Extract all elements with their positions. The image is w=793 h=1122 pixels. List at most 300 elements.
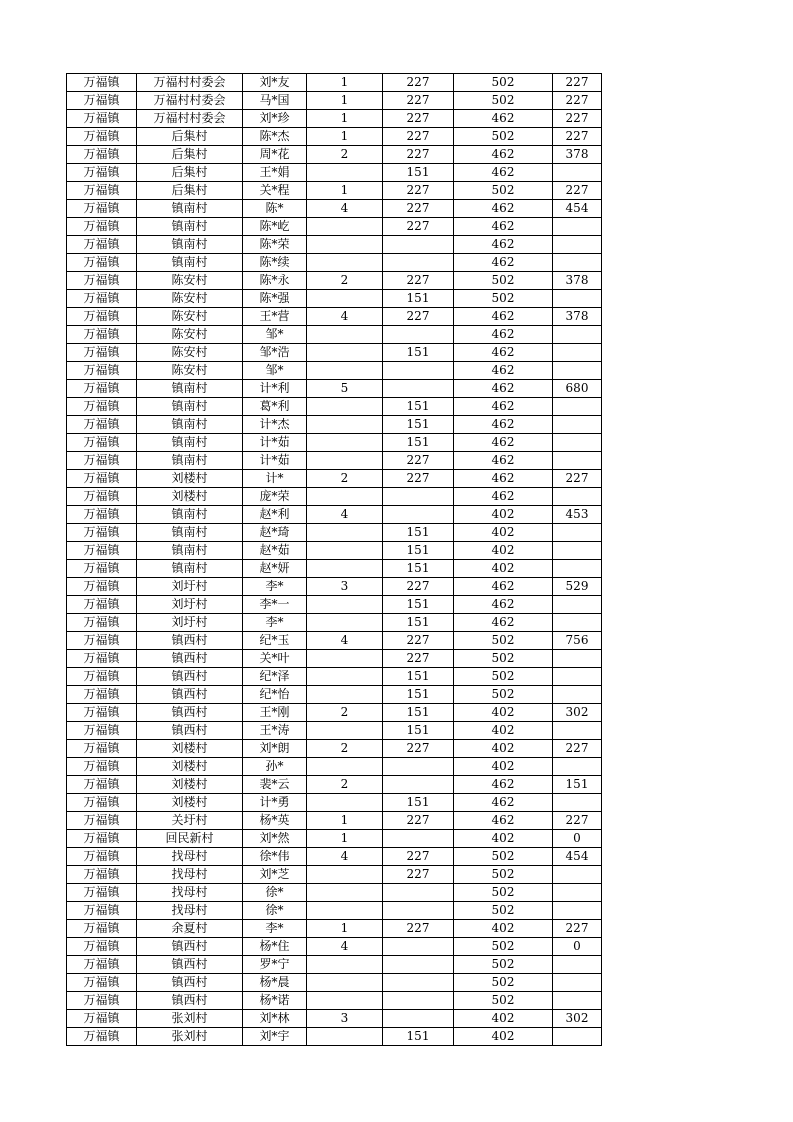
amount-a-cell [383, 326, 454, 344]
town-cell: 万福镇 [67, 812, 137, 830]
household-count-cell [307, 524, 383, 542]
total-cell [553, 236, 602, 254]
amount-b-cell: 462 [454, 236, 553, 254]
amount-b-cell: 462 [454, 164, 553, 182]
amount-b-cell: 462 [454, 326, 553, 344]
town-cell: 万福镇 [67, 380, 137, 398]
village-cell: 镇南村 [137, 236, 243, 254]
amount-b-cell: 402 [454, 542, 553, 560]
table-row [67, 902, 602, 920]
town-cell: 万福镇 [67, 974, 137, 992]
name-cell: 陈*屹 [243, 218, 307, 236]
total-cell: 227 [553, 110, 602, 128]
town-cell: 万福镇 [67, 290, 137, 308]
total-cell: 227 [553, 470, 602, 488]
household-count-cell [307, 722, 383, 740]
household-count-cell [307, 164, 383, 182]
total-cell [553, 794, 602, 812]
amount-b-cell: 502 [454, 686, 553, 704]
household-count-cell: 1 [307, 812, 383, 830]
total-cell [553, 992, 602, 1010]
amount-b-cell: 502 [454, 938, 553, 956]
town-cell: 万福镇 [67, 218, 137, 236]
total-cell [553, 866, 602, 884]
amount-b-cell: 462 [454, 434, 553, 452]
amount-b-cell: 462 [454, 398, 553, 416]
total-cell: 454 [553, 200, 602, 218]
name-cell: 王*娟 [243, 164, 307, 182]
name-cell: 陈*永 [243, 272, 307, 290]
village-cell: 镇南村 [137, 452, 243, 470]
amount-b-cell: 502 [454, 650, 553, 668]
town-cell: 万福镇 [67, 254, 137, 272]
amount-a-cell: 151 [383, 416, 454, 434]
table-row [67, 164, 602, 182]
household-count-cell [307, 902, 383, 920]
name-cell: 李* [243, 578, 307, 596]
town-cell: 万福镇 [67, 848, 137, 866]
household-count-cell [307, 542, 383, 560]
name-cell: 孙* [243, 758, 307, 776]
total-cell: 756 [553, 632, 602, 650]
table-row [67, 758, 602, 776]
amount-b-cell: 402 [454, 758, 553, 776]
town-cell: 万福镇 [67, 452, 137, 470]
town-cell: 万福镇 [67, 182, 137, 200]
table-row [67, 1028, 602, 1046]
table-row [67, 866, 602, 884]
town-cell: 万福镇 [67, 128, 137, 146]
amount-a-cell: 151 [383, 722, 454, 740]
total-cell [553, 434, 602, 452]
total-cell: 302 [553, 1010, 602, 1028]
total-cell [553, 326, 602, 344]
total-cell [553, 614, 602, 632]
table-row [67, 614, 602, 632]
name-cell: 陈*荣 [243, 236, 307, 254]
village-cell: 刘楼村 [137, 794, 243, 812]
household-count-cell: 1 [307, 182, 383, 200]
table-row [67, 452, 602, 470]
amount-b-cell: 502 [454, 884, 553, 902]
amount-a-cell: 227 [383, 92, 454, 110]
total-cell: 378 [553, 308, 602, 326]
household-count-cell [307, 254, 383, 272]
amount-a-cell: 227 [383, 182, 454, 200]
table-row [67, 236, 602, 254]
table-row [67, 740, 602, 758]
amount-b-cell: 462 [454, 614, 553, 632]
amount-a-cell: 151 [383, 686, 454, 704]
name-cell: 李*一 [243, 596, 307, 614]
amount-a-cell: 227 [383, 452, 454, 470]
table-row [67, 254, 602, 272]
village-cell: 镇西村 [137, 938, 243, 956]
town-cell: 万福镇 [67, 362, 137, 380]
amount-a-cell [383, 1010, 454, 1028]
table-row [67, 218, 602, 236]
spreadsheet-page [66, 73, 602, 1046]
total-cell: 227 [553, 740, 602, 758]
total-cell [553, 668, 602, 686]
household-count-cell: 1 [307, 128, 383, 146]
amount-a-cell: 227 [383, 740, 454, 758]
household-count-cell [307, 794, 383, 812]
village-cell: 镇南村 [137, 254, 243, 272]
total-cell [553, 254, 602, 272]
amount-a-cell: 227 [383, 848, 454, 866]
household-count-cell [307, 398, 383, 416]
amount-a-cell: 227 [383, 200, 454, 218]
amount-a-cell [383, 776, 454, 794]
name-cell: 计*茹 [243, 452, 307, 470]
village-cell: 后集村 [137, 146, 243, 164]
town-cell: 万福镇 [67, 956, 137, 974]
total-cell [553, 650, 602, 668]
amount-b-cell: 502 [454, 632, 553, 650]
town-cell: 万福镇 [67, 884, 137, 902]
village-cell: 镇西村 [137, 974, 243, 992]
household-count-cell: 2 [307, 776, 383, 794]
household-count-cell: 2 [307, 470, 383, 488]
total-cell [553, 452, 602, 470]
name-cell: 徐* [243, 884, 307, 902]
amount-b-cell: 462 [454, 380, 553, 398]
total-cell: 378 [553, 272, 602, 290]
village-cell: 陈安村 [137, 272, 243, 290]
name-cell: 刘*芝 [243, 866, 307, 884]
amount-b-cell: 402 [454, 524, 553, 542]
household-count-cell [307, 1028, 383, 1046]
amount-a-cell: 151 [383, 542, 454, 560]
amount-b-cell: 462 [454, 470, 553, 488]
total-cell: 453 [553, 506, 602, 524]
table-row [67, 686, 602, 704]
amount-b-cell: 462 [454, 596, 553, 614]
total-cell: 378 [553, 146, 602, 164]
amount-a-cell: 151 [383, 794, 454, 812]
household-count-cell: 2 [307, 272, 383, 290]
name-cell: 刘*友 [243, 74, 307, 92]
table-row [67, 722, 602, 740]
amount-b-cell: 462 [454, 776, 553, 794]
household-count-cell [307, 416, 383, 434]
table-row [67, 362, 602, 380]
total-cell [553, 956, 602, 974]
village-cell: 刘圩村 [137, 578, 243, 596]
town-cell: 万福镇 [67, 632, 137, 650]
household-count-cell: 2 [307, 146, 383, 164]
household-count-cell: 3 [307, 578, 383, 596]
amount-a-cell: 227 [383, 578, 454, 596]
amount-b-cell: 502 [454, 956, 553, 974]
town-cell: 万福镇 [67, 200, 137, 218]
household-count-cell [307, 992, 383, 1010]
village-cell: 刘楼村 [137, 758, 243, 776]
amount-a-cell [383, 992, 454, 1010]
village-cell: 镇南村 [137, 218, 243, 236]
name-cell: 纪*玉 [243, 632, 307, 650]
village-cell: 镇南村 [137, 380, 243, 398]
amount-a-cell: 151 [383, 398, 454, 416]
total-cell: 227 [553, 128, 602, 146]
table-row [67, 74, 602, 92]
total-cell: 227 [553, 812, 602, 830]
village-cell: 找母村 [137, 884, 243, 902]
amount-b-cell: 502 [454, 668, 553, 686]
name-cell: 李* [243, 614, 307, 632]
name-cell: 陈*杰 [243, 128, 307, 146]
amount-a-cell: 227 [383, 146, 454, 164]
household-count-cell: 1 [307, 110, 383, 128]
table-row [67, 920, 602, 938]
household-count-cell [307, 956, 383, 974]
village-cell: 镇西村 [137, 704, 243, 722]
town-cell: 万福镇 [67, 272, 137, 290]
town-cell: 万福镇 [67, 236, 137, 254]
amount-a-cell: 227 [383, 128, 454, 146]
table-row [67, 416, 602, 434]
town-cell: 万福镇 [67, 488, 137, 506]
household-count-cell: 1 [307, 74, 383, 92]
total-cell [553, 344, 602, 362]
table-row [67, 272, 602, 290]
amount-a-cell [383, 956, 454, 974]
name-cell: 计*勇 [243, 794, 307, 812]
village-cell: 刘圩村 [137, 614, 243, 632]
table-row [67, 506, 602, 524]
village-cell: 找母村 [137, 902, 243, 920]
amount-b-cell: 402 [454, 506, 553, 524]
household-count-cell [307, 362, 383, 380]
amount-b-cell: 502 [454, 272, 553, 290]
village-cell: 镇南村 [137, 434, 243, 452]
table-row [67, 830, 602, 848]
amount-a-cell: 151 [383, 434, 454, 452]
amount-a-cell: 227 [383, 866, 454, 884]
household-count-cell: 1 [307, 920, 383, 938]
town-cell: 万福镇 [67, 416, 137, 434]
town-cell: 万福镇 [67, 146, 137, 164]
town-cell: 万福镇 [67, 686, 137, 704]
name-cell: 徐* [243, 902, 307, 920]
name-cell: 刘*珍 [243, 110, 307, 128]
table-row [67, 596, 602, 614]
name-cell: 杨*晨 [243, 974, 307, 992]
household-count-cell: 2 [307, 740, 383, 758]
table-row [67, 992, 602, 1010]
amount-a-cell [383, 758, 454, 776]
total-cell [553, 542, 602, 560]
town-cell: 万福镇 [67, 344, 137, 362]
household-count-cell: 1 [307, 830, 383, 848]
village-cell: 镇西村 [137, 632, 243, 650]
household-count-cell [307, 668, 383, 686]
amount-a-cell: 227 [383, 470, 454, 488]
amount-b-cell: 502 [454, 866, 553, 884]
village-cell: 镇西村 [137, 686, 243, 704]
total-cell [553, 218, 602, 236]
village-cell: 镇南村 [137, 524, 243, 542]
data-table [66, 73, 602, 1046]
village-cell: 余夏村 [137, 920, 243, 938]
household-count-cell: 4 [307, 938, 383, 956]
village-cell: 镇南村 [137, 542, 243, 560]
town-cell: 万福镇 [67, 560, 137, 578]
amount-b-cell: 462 [454, 200, 553, 218]
town-cell: 万福镇 [67, 326, 137, 344]
name-cell: 葛*利 [243, 398, 307, 416]
amount-b-cell: 502 [454, 128, 553, 146]
name-cell: 赵*妍 [243, 560, 307, 578]
village-cell: 找母村 [137, 866, 243, 884]
household-count-cell [307, 452, 383, 470]
table-row [67, 146, 602, 164]
amount-a-cell: 227 [383, 632, 454, 650]
amount-a-cell [383, 488, 454, 506]
town-cell: 万福镇 [67, 938, 137, 956]
village-cell: 镇南村 [137, 416, 243, 434]
amount-a-cell: 151 [383, 704, 454, 722]
table-row [67, 326, 602, 344]
amount-a-cell [383, 830, 454, 848]
name-cell: 计*茹 [243, 434, 307, 452]
table-row [67, 470, 602, 488]
name-cell: 周*花 [243, 146, 307, 164]
table-row [67, 794, 602, 812]
village-cell: 镇南村 [137, 398, 243, 416]
amount-b-cell: 462 [454, 452, 553, 470]
name-cell: 赵*茹 [243, 542, 307, 560]
town-cell: 万福镇 [67, 740, 137, 758]
town-cell: 万福镇 [67, 776, 137, 794]
amount-a-cell [383, 974, 454, 992]
village-cell: 镇南村 [137, 506, 243, 524]
town-cell: 万福镇 [67, 668, 137, 686]
town-cell: 万福镇 [67, 902, 137, 920]
village-cell: 陈安村 [137, 308, 243, 326]
household-count-cell [307, 236, 383, 254]
name-cell: 陈*续 [243, 254, 307, 272]
total-cell [553, 902, 602, 920]
amount-a-cell [383, 938, 454, 956]
name-cell: 赵*琦 [243, 524, 307, 542]
village-cell: 陈安村 [137, 344, 243, 362]
total-cell [553, 686, 602, 704]
name-cell: 邹*浩 [243, 344, 307, 362]
household-count-cell [307, 596, 383, 614]
table-row [67, 632, 602, 650]
amount-b-cell: 462 [454, 146, 553, 164]
table-row [67, 110, 602, 128]
name-cell: 邹* [243, 326, 307, 344]
household-count-cell [307, 434, 383, 452]
amount-a-cell [383, 380, 454, 398]
amount-b-cell: 402 [454, 704, 553, 722]
amount-a-cell [383, 884, 454, 902]
village-cell: 后集村 [137, 164, 243, 182]
town-cell: 万福镇 [67, 308, 137, 326]
town-cell: 万福镇 [67, 524, 137, 542]
table-row [67, 542, 602, 560]
village-cell: 后集村 [137, 182, 243, 200]
amount-b-cell: 462 [454, 254, 553, 272]
total-cell: 302 [553, 704, 602, 722]
amount-b-cell: 402 [454, 560, 553, 578]
household-count-cell: 5 [307, 380, 383, 398]
name-cell: 庞*荣 [243, 488, 307, 506]
amount-b-cell: 502 [454, 92, 553, 110]
table-row [67, 434, 602, 452]
total-cell: 227 [553, 182, 602, 200]
total-cell [553, 362, 602, 380]
amount-b-cell: 462 [454, 416, 553, 434]
town-cell: 万福镇 [67, 506, 137, 524]
town-cell: 万福镇 [67, 794, 137, 812]
village-cell: 找母村 [137, 848, 243, 866]
town-cell: 万福镇 [67, 74, 137, 92]
village-cell: 刘楼村 [137, 776, 243, 794]
town-cell: 万福镇 [67, 650, 137, 668]
total-cell [553, 722, 602, 740]
household-count-cell [307, 218, 383, 236]
name-cell: 杨*英 [243, 812, 307, 830]
amount-b-cell: 462 [454, 344, 553, 362]
amount-b-cell: 402 [454, 722, 553, 740]
amount-b-cell: 402 [454, 830, 553, 848]
town-cell: 万福镇 [67, 578, 137, 596]
name-cell: 王*营 [243, 308, 307, 326]
name-cell: 杨*诺 [243, 992, 307, 1010]
table-row [67, 956, 602, 974]
amount-a-cell: 151 [383, 164, 454, 182]
amount-a-cell [383, 902, 454, 920]
table-row [67, 848, 602, 866]
village-cell: 陈安村 [137, 362, 243, 380]
amount-a-cell: 151 [383, 524, 454, 542]
household-count-cell: 4 [307, 848, 383, 866]
village-cell: 关圩村 [137, 812, 243, 830]
village-cell: 镇西村 [137, 668, 243, 686]
household-count-cell [307, 560, 383, 578]
total-cell [553, 884, 602, 902]
table-row [67, 578, 602, 596]
village-cell: 陈安村 [137, 326, 243, 344]
town-cell: 万福镇 [67, 920, 137, 938]
town-cell: 万福镇 [67, 434, 137, 452]
village-cell: 刘楼村 [137, 740, 243, 758]
household-count-cell [307, 290, 383, 308]
name-cell: 陈*强 [243, 290, 307, 308]
amount-b-cell: 502 [454, 902, 553, 920]
table-body [67, 74, 602, 1046]
household-count-cell [307, 686, 383, 704]
name-cell: 纪*怡 [243, 686, 307, 704]
amount-b-cell: 502 [454, 992, 553, 1010]
town-cell: 万福镇 [67, 398, 137, 416]
amount-b-cell: 502 [454, 974, 553, 992]
amount-b-cell: 502 [454, 74, 553, 92]
village-cell: 后集村 [137, 128, 243, 146]
name-cell: 关*叶 [243, 650, 307, 668]
amount-a-cell: 227 [383, 308, 454, 326]
table-row [67, 560, 602, 578]
household-count-cell: 4 [307, 308, 383, 326]
name-cell: 李* [243, 920, 307, 938]
total-cell: 454 [553, 848, 602, 866]
total-cell [553, 560, 602, 578]
village-cell: 张刘村 [137, 1028, 243, 1046]
